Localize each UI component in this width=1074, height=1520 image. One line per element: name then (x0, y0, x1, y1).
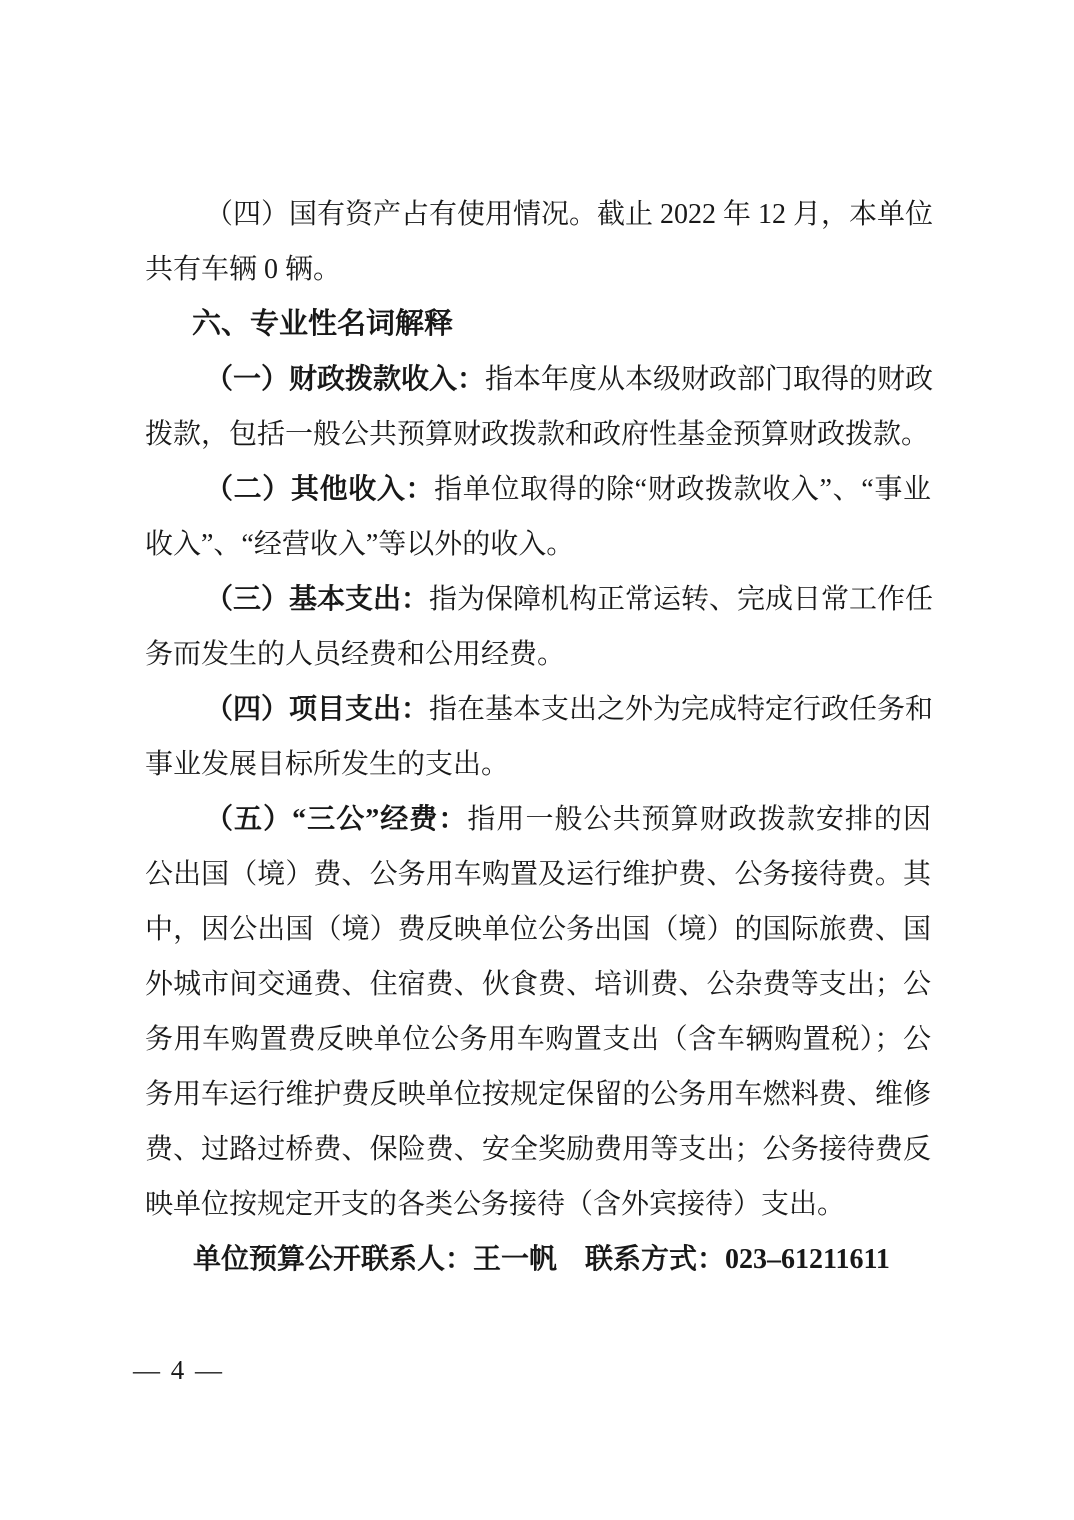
def5-text-7: 费、过路过桥费、保险费、安全奖励费用等支出；公务接待费反 (145, 1134, 931, 1165)
def4-text-2: 事业发展目标所发生的支出。 (145, 749, 510, 780)
def1-text-1: 指本年度从本级财政部门取得的财政 (485, 364, 934, 395)
def2-line-1 (145, 462, 931, 517)
def3-line-1 (145, 572, 934, 627)
def5-line-1 (145, 792, 931, 847)
def5-line-8 (145, 1177, 931, 1232)
def5-line-6 (145, 1067, 931, 1122)
def5-text-5: 务用车购置费反映单位公务用车购置支出（含车辆购置税）；公 (145, 1024, 931, 1055)
assets-text-2: 共有车辆 0 辆。 (145, 254, 342, 285)
def2-text-1: 指单位取得的除“财政拨款收入”、“事业 (434, 474, 931, 505)
def3-term: （三）基本支出： (205, 584, 430, 615)
contact-line (145, 1232, 931, 1287)
def4-text-1: 指在基本支出之外为完成特定行政任务和 (429, 694, 934, 725)
def4-line-1 (145, 682, 934, 737)
def5-term: （五）“三公”经费： (205, 804, 468, 835)
def2-text-2: 收入”、“经营收入”等以外的收入。 (145, 529, 575, 560)
def4-term: （四）项目支出： (205, 694, 430, 725)
page-number: — 4 — (133, 1355, 224, 1385)
def5-text-1: 指用一般公共预算财政拨款安排的因 (467, 804, 931, 835)
section-heading-text: 六、专业性名词解释 (192, 308, 454, 340)
def1-line-1 (145, 352, 934, 407)
def5-line-7 (145, 1122, 931, 1177)
contact-text: 单位预算公开联系人：王一帆 联系方式：023–61211611 (193, 1244, 890, 1275)
def4-line-2 (145, 737, 931, 792)
def1-term: （一）财政拨款收入： (205, 364, 486, 395)
def5-text-2: 公出国（境）费、公务用车购置及运行维护费、公务接待费。其 (145, 859, 931, 890)
def5-text-3: 中，因公出国（境）费反映单位公务出国（境）的国际旅费、国 (145, 914, 931, 945)
def2-term: （二）其他收入： (205, 474, 435, 505)
def3-line-2 (145, 627, 931, 682)
assets-paragraph-line-1 (145, 187, 934, 242)
def5-line-2 (145, 847, 931, 902)
def5-text-6: 务用车运行维护费反映单位按规定保留的公务用车燃料费、维修 (145, 1079, 931, 1110)
def5-text-4: 外城市间交通费、住宿费、伙食费、培训费、公杂费等支出；公 (145, 969, 931, 1000)
def2-line-2 (145, 517, 931, 572)
document-body (145, 187, 934, 1287)
section-heading (145, 297, 931, 352)
def5-line-5 (145, 1012, 931, 1067)
def3-text-1: 指为保障机构正常运转、完成日常工作任 (429, 584, 934, 615)
def1-line-2 (145, 407, 931, 462)
def5-line-3 (145, 902, 931, 957)
assets-text-1: （四）国有资产占有使用情况。截止 2022 年 12 月，本单位 (205, 199, 934, 230)
def3-text-2: 务而发生的人员经费和公用经费。 (145, 639, 566, 670)
def1-text-2: 拨款，包括一般公共预算财政拨款和政府性基金预算财政拨款。 (145, 419, 930, 450)
def5-line-4 (145, 957, 931, 1012)
def5-text-8: 映单位按规定开支的各类公务接待（含外宾接待）支出。 (145, 1189, 846, 1220)
assets-paragraph-line-2 (145, 242, 931, 297)
